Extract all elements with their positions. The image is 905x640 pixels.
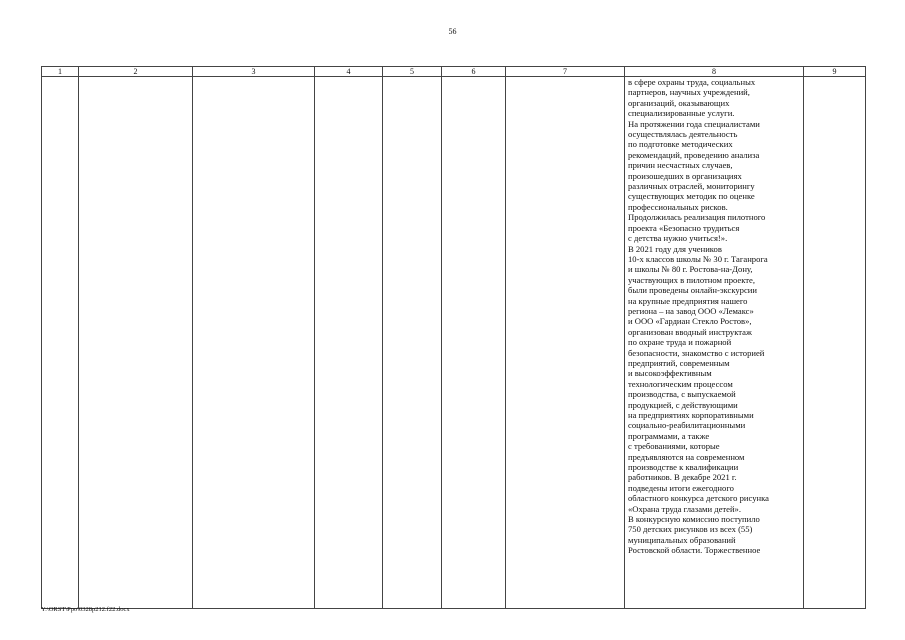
text-line: и ООО «Гардиан Стекло Ростов», [628,316,752,327]
text-line: организован вводный инструктаж [628,326,752,337]
text-line: Ростовской области. Торжественное [628,545,761,556]
table-cell-col6 [442,77,506,609]
page-number: 56 [448,27,457,36]
text-line: существующих методик по оценке [628,191,755,202]
text-line: безопасности, знакомство с историей [628,347,765,358]
text-line: специализированные услуги. [628,108,735,119]
text-line: в сфере охраны труда, социальных [628,77,756,87]
column-header-6: 6 [442,67,506,77]
text-line: региона – на завод ООО «Лемакс» [628,305,754,316]
table-cell-col1 [42,77,79,609]
text-line: профессиональных рисков. [628,201,728,212]
text-line: В 2021 году для учеников [628,243,722,254]
table-cell-col7 [506,77,625,609]
column-header-4: 4 [315,67,383,77]
table-row [42,77,866,609]
text-line: партнеров, научных учреждений, [628,87,750,98]
text-line: и школы № 80 г. Ростова-на-Дону, [628,264,753,275]
text-line: предъявляются на современном [628,451,745,462]
text-line: на предприятиях корпоративными [628,410,754,420]
text-line: подведены итоги ежегодного [628,482,734,493]
text-line: различных отраслей, мониторингу [628,181,755,192]
text-line: 10-х классов школы № 30 г. Таганрога [628,253,768,264]
text-line: продукцией, с действующими [628,399,738,410]
column-header-3: 3 [193,67,315,77]
table-cell-col8 [625,77,804,609]
footer-file-path: Y:\ORST\Ppo\0328p212.f22.docx [41,606,130,613]
column-header-9: 9 [804,67,866,77]
text-line: 750 детских рисунков из всех (55) [628,524,753,535]
text-line: причин несчастных случаев, [628,160,733,171]
column-header-7: 7 [506,67,625,77]
text-line: на крупные предприятия нашего [628,295,748,306]
text-line: проекта «Безопасно трудиться [628,222,740,233]
text-line: по подготовке методических [628,139,733,150]
table-cell-col4 [315,77,383,609]
column-header-5: 5 [383,67,442,77]
text-line: работников. В декабре 2021 г. [628,472,737,483]
text-line: и высокоэффективным [628,368,712,379]
table-cell-col5 [383,77,442,609]
text-line: технологическим процессом [628,378,733,389]
document-table [41,66,866,609]
text-line: предприятий, современным [628,357,730,368]
text-line: На протяжении года специалистами [628,118,760,129]
text-line: осуществлялась деятельность [628,129,738,140]
text-line: организаций, оказывающих [628,97,730,108]
text-line: социально-реабилитационными [628,420,746,431]
text-line: рекомендаций, проведению анализа [628,149,760,160]
column-number-row [42,67,866,77]
text-line: производства, с выпускаемой [628,389,736,400]
table-cell-col9 [804,77,866,609]
text-line: участвующих в пилотном проекте, [628,274,755,285]
column-header-1: 1 [42,67,79,77]
column-header-2: 2 [79,67,193,77]
column-header-8: 8 [625,67,804,77]
text-line: В конкурсную комиссию поступило [628,514,760,525]
text-line: Продолжилась реализация пилотного [628,212,766,223]
text-line: произошедших в организациях [628,170,742,181]
table-cell-col2 [79,77,193,609]
text-line: производстве к квалификации [628,462,739,473]
text-line: по охране труда и пожарной [628,337,732,348]
text-line: программами, а также [628,430,710,441]
text-line: «Охрана труда глазами детей». [628,503,741,514]
table-cell-col3 [193,77,315,609]
text-line: областного конкурса детского рисунка [628,493,769,504]
text-line: с требованиями, которые [628,441,720,452]
text-line: с детства нужно учиться!». [628,233,728,244]
text-line: были проведены онлайн-экскурсии [628,285,757,296]
text-line: муниципальных образований [628,534,736,545]
column8-text [625,77,803,556]
